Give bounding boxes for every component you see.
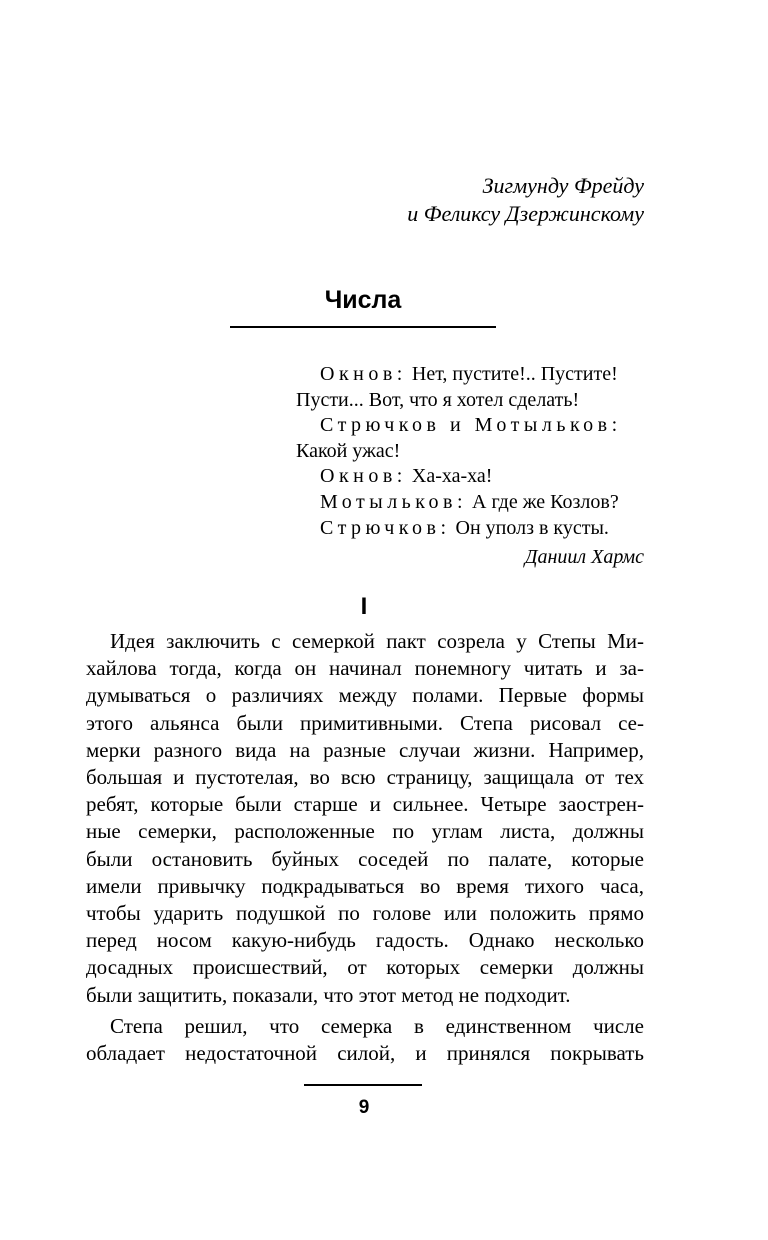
epigraph-line bbox=[296, 464, 644, 490]
epigraph-speaker: Окнов: bbox=[320, 465, 407, 488]
text-line: Идея заключить с семеркой пакт созрела у Степы Ми- bbox=[110, 629, 644, 653]
epigraph-speaker: Стрючков: bbox=[320, 516, 451, 539]
epigraph-speaker: Окнов: bbox=[320, 363, 407, 385]
dedication-line-2: и Феликсу Дзержинскому bbox=[407, 201, 644, 226]
epigraph bbox=[296, 362, 644, 571]
epigraph-text: Пусти... Вот, что я хотел сделать! bbox=[296, 388, 580, 411]
text-line: чтобы ударить подушкой по голове или положить прямо bbox=[86, 901, 644, 926]
text-line: были защитить, показали, что этот метод не подходит. bbox=[86, 982, 571, 1007]
chapter-number: I bbox=[360, 593, 368, 620]
text-line: имели привычку подкрадываться во время тихого часа, bbox=[86, 873, 644, 898]
epigraph-line bbox=[296, 490, 644, 516]
epigraph-text: А где же Козлов? bbox=[467, 490, 619, 513]
text-line: думываться о различиях между полами. Первые формы bbox=[86, 683, 644, 708]
body-text bbox=[86, 628, 644, 1067]
dedication bbox=[407, 172, 644, 228]
epigraph-author: Даниил Хармс bbox=[524, 546, 644, 569]
text-line: обладает недостаточной силой, и принялся покрывать bbox=[86, 1041, 644, 1066]
epigraph-line bbox=[296, 413, 644, 439]
page-number: 9 bbox=[358, 1097, 370, 1118]
text-line: ные семерки, расположенные по углам листа, должны bbox=[86, 819, 644, 844]
text-line: этого альянса были примитивными. Степа рисовал се- bbox=[86, 710, 644, 735]
epigraph-speaker: Стрючков и Мотыльков: bbox=[320, 414, 622, 437]
epigraph-line bbox=[296, 362, 644, 388]
epigraph-text: Он уполз в кусты. bbox=[450, 516, 609, 539]
epigraph-line bbox=[296, 516, 644, 542]
text-line: досадных происшествий, от которых семерки должны bbox=[86, 955, 644, 980]
text-line: были остановить буйных соседей по палате, которые bbox=[86, 846, 644, 871]
chapter-title: Числа bbox=[324, 286, 402, 314]
text-line: ребят, которые были старше и сильнее. Четыре заострен- bbox=[86, 792, 644, 817]
footer-rule bbox=[304, 1084, 422, 1086]
dedication-line-1: Зигмунду Фрейду bbox=[482, 173, 644, 198]
text-line: Степа решил, что семерка в единственном числе bbox=[110, 1013, 644, 1038]
epigraph-text: Какой ужас! bbox=[296, 439, 401, 462]
epigraph-line bbox=[296, 388, 644, 414]
text-line: мерки разного вида на разные случаи жизни. Например, bbox=[86, 737, 644, 762]
text-line: хайлова тогда, когда он начинал понемногу читать и за- bbox=[86, 656, 644, 681]
epigraph-text: Ха-ха-ха! bbox=[406, 465, 493, 488]
title-rule bbox=[230, 326, 496, 328]
epigraph-speaker: Мотыльков: bbox=[320, 490, 468, 513]
text-line: большая и пустотелая, во всю страницу, защищала от тех bbox=[86, 765, 644, 790]
epigraph-line bbox=[296, 439, 644, 465]
epigraph-text: Нет, пустите!.. Пустите! bbox=[406, 363, 618, 385]
text-line: перед носом какую-нибудь гадость. Однако несколько bbox=[86, 928, 644, 953]
